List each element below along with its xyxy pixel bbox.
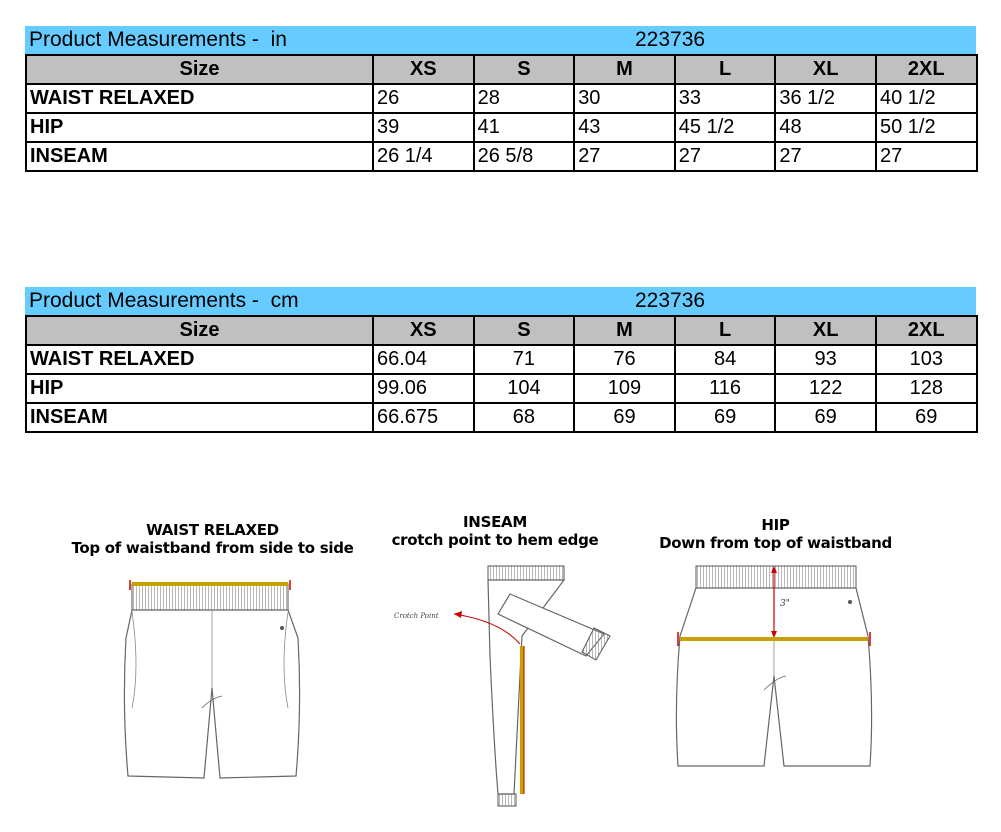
- inseam-diagram-title: INSEAM: [463, 513, 527, 531]
- cell: 66.675: [373, 403, 474, 432]
- header-row: [26, 316, 977, 345]
- inseam-diagram-caption: [380, 513, 610, 549]
- cell: 26 5/8: [474, 142, 575, 171]
- table-row: [26, 142, 977, 171]
- table-title: Product Measurements - in: [29, 28, 287, 51]
- cell: 27: [876, 142, 977, 171]
- cell: 71: [474, 345, 575, 374]
- cell: 76: [574, 345, 675, 374]
- cell: 39: [373, 113, 474, 142]
- cell: 122: [775, 374, 876, 403]
- measurements-table-inches: [25, 26, 976, 172]
- cell: 69: [574, 403, 675, 432]
- cell: 45 1/2: [675, 113, 776, 142]
- hip-shorts-illustration: [672, 566, 877, 776]
- cell: 43: [574, 113, 675, 142]
- style-code: 223736: [635, 28, 706, 51]
- header-l: L: [675, 55, 776, 84]
- table-title-bar: [25, 287, 976, 315]
- cell: 30: [574, 84, 675, 113]
- cell: 128: [876, 374, 977, 403]
- waist-diagram-title: WAIST RELAXED: [146, 521, 279, 539]
- table-title-bar: [25, 26, 976, 54]
- table-row: [26, 113, 977, 142]
- header-m: M: [574, 316, 675, 345]
- header-xl: XL: [775, 316, 876, 345]
- cell: 69: [876, 403, 977, 432]
- table-row: [26, 403, 977, 432]
- table-row: [26, 345, 977, 374]
- cell: 93: [775, 345, 876, 374]
- hip-diagram-title: HIP: [761, 516, 790, 534]
- cell: 27: [775, 142, 876, 171]
- header-m: M: [574, 55, 675, 84]
- header-s: S: [474, 55, 575, 84]
- row-label: HIP: [26, 113, 373, 142]
- cell: 99.06: [373, 374, 474, 403]
- cell: 109: [574, 374, 675, 403]
- row-label: INSEAM: [26, 403, 373, 432]
- header-row: [26, 55, 977, 84]
- cell: 26: [373, 84, 474, 113]
- measurements-table-cm: [25, 287, 976, 433]
- cell: 28: [474, 84, 575, 113]
- row-label: WAIST RELAXED: [26, 345, 373, 374]
- cell: 104: [474, 374, 575, 403]
- hip-offset-label: 3": [780, 599, 790, 609]
- hip-diagram-subtitle: Down from top of waistband: [659, 534, 892, 552]
- cell: 27: [675, 142, 776, 171]
- row-label: HIP: [26, 374, 373, 403]
- cell: 40 1/2: [876, 84, 977, 113]
- waist-diagram-caption: [60, 521, 365, 557]
- cell: 27: [574, 142, 675, 171]
- style-code: 223736: [635, 289, 706, 312]
- header-l: L: [675, 316, 776, 345]
- table-title: Product Measurements - cm: [29, 289, 299, 312]
- crotch-point-callout: Crotch Point: [394, 612, 439, 620]
- cell: 84: [675, 345, 776, 374]
- cell: 50 1/2: [876, 113, 977, 142]
- row-label: INSEAM: [26, 142, 373, 171]
- header-xl: XL: [775, 55, 876, 84]
- cell: 66.04: [373, 345, 474, 374]
- header-2xl: 2XL: [876, 55, 977, 84]
- cell: 69: [675, 403, 776, 432]
- row-label: WAIST RELAXED: [26, 84, 373, 113]
- cell: 116: [675, 374, 776, 403]
- header-xs: XS: [373, 316, 474, 345]
- header-size: Size: [26, 55, 373, 84]
- header-s: S: [474, 316, 575, 345]
- cell: 26 1/4: [373, 142, 474, 171]
- cell: 48: [775, 113, 876, 142]
- waist-shorts-illustration: [120, 578, 310, 793]
- table-row: [26, 374, 977, 403]
- cell: 68: [474, 403, 575, 432]
- inseam-pants-illustration: [390, 566, 615, 811]
- cell: 41: [474, 113, 575, 142]
- cell: 36 1/2: [775, 84, 876, 113]
- cell: 69: [775, 403, 876, 432]
- header-xs: XS: [373, 55, 474, 84]
- cell: 103: [876, 345, 977, 374]
- header-size: Size: [26, 316, 373, 345]
- header-2xl: 2XL: [876, 316, 977, 345]
- inseam-diagram-subtitle: crotch point to hem edge: [391, 531, 599, 549]
- table-row: [26, 84, 977, 113]
- cell: 33: [675, 84, 776, 113]
- hip-diagram-caption: [648, 516, 903, 552]
- waist-diagram-subtitle: Top of waistband from side to side: [71, 539, 354, 557]
